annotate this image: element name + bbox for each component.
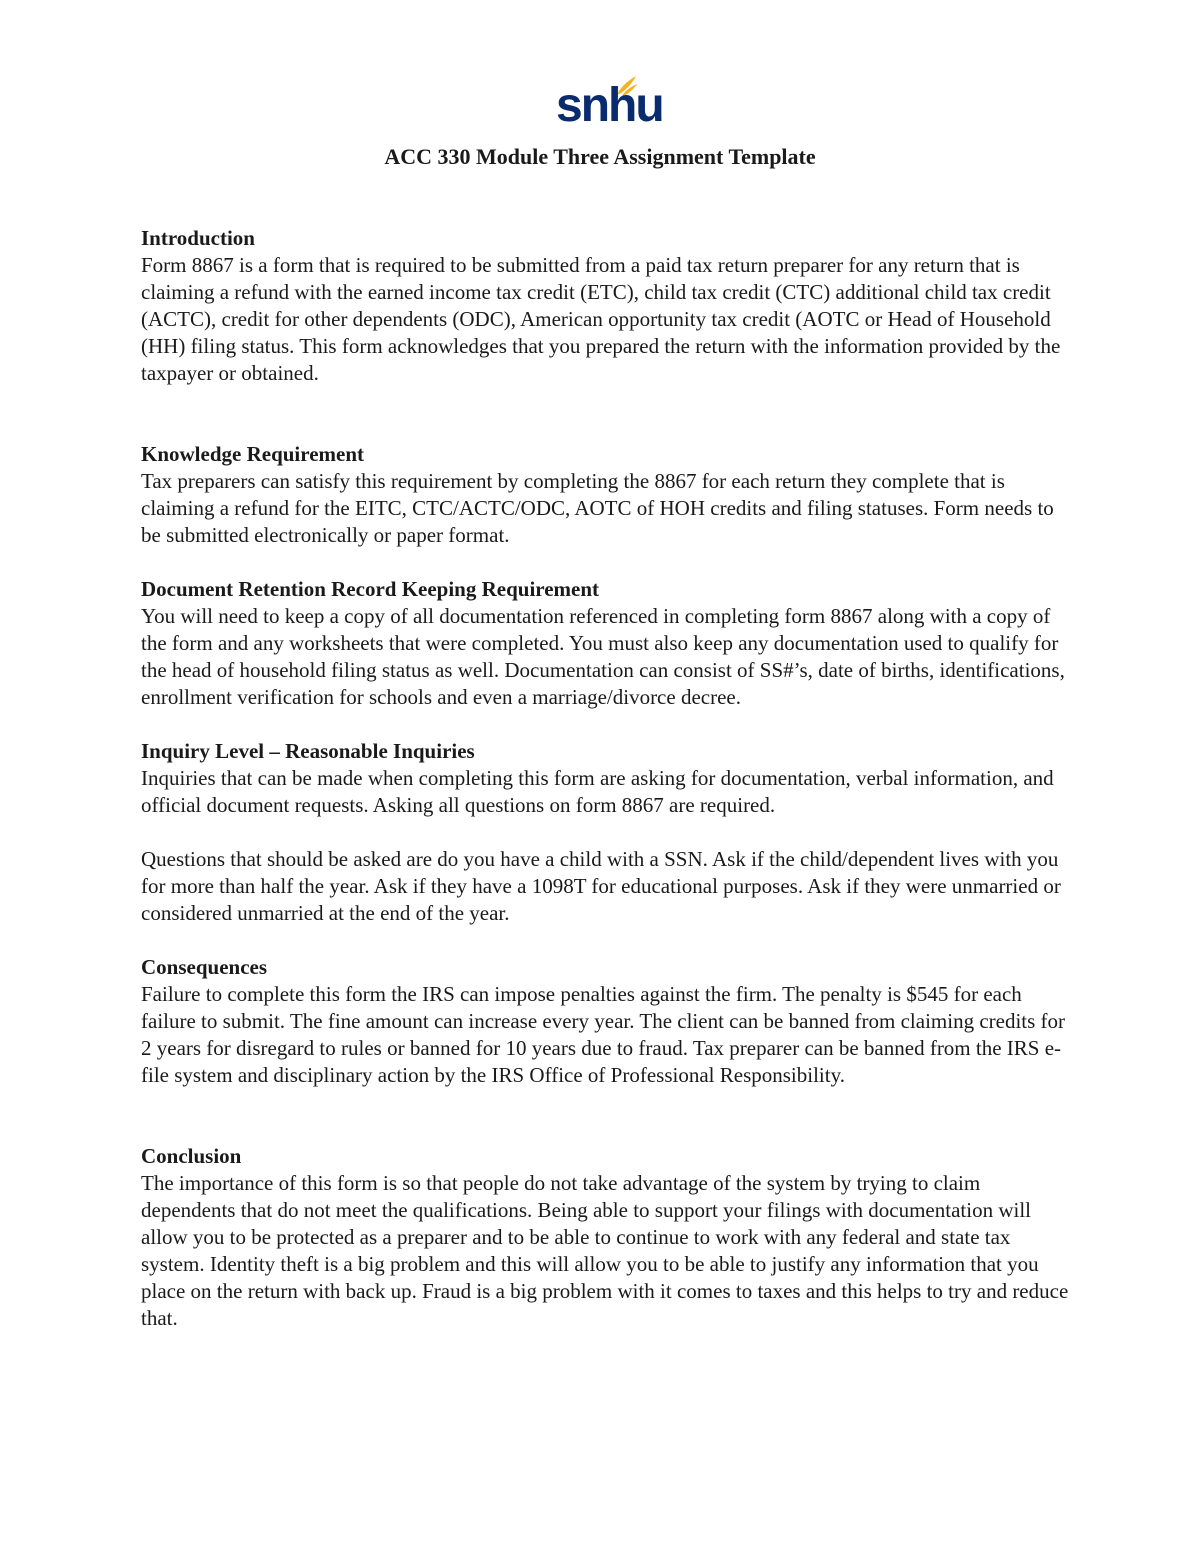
section-heading: Inquiry Level – Reasonable Inquiries (141, 739, 475, 763)
section-paragraph: Form 8867 is a form that is required to be submitted from a paid tax return preparer for any return that is claiming a refund with the earned income tax credit (ETC), child tax credit (CTC) additional child tax credit (ACTC), credit for other dependents (ODC), American opportunity tax credit (AOTC or Head of Household (HH) filing status. This form acknowledges that you prepared the return with the information provided by the taxpayer or obtained. (141, 253, 1061, 385)
section-knowledge-requirement (141, 441, 1071, 549)
document-body (141, 225, 1071, 1332)
section-paragraph: Failure to complete this form the IRS can impose penalties against the firm. The penalty is $545 for each failure to submit. The fine amount can increase every year. The client can be banned from claiming credits for 2 years for disregard to rules or banned for 10 years due to fraud. Tax preparer can be banned from the IRS e-file system and disciplinary action by the IRS Office of Professional Responsibility. (141, 982, 1066, 1087)
section-document-retention (141, 576, 1071, 711)
section-paragraph: Tax preparers can satisfy this requirement by completing the 8867 for each return they complete that is claiming a refund for the EITC, CTC/ACTC/ODC, AOTC of HOH credits and filing statuses. Form needs to be submitted electronically or paper format. (141, 469, 1054, 547)
page-title: ACC 330 Module Three Assignment Template (384, 144, 816, 169)
section-heading: Knowledge Requirement (141, 442, 365, 466)
section-paragraph: Inquiries that can be made when completing this form are asking for documentation, verbal information, and official document requests. Asking all questions on form 8867 are required. (141, 766, 1054, 817)
section-inquiry-level (141, 738, 1071, 927)
section-heading: Introduction (141, 226, 255, 250)
section-heading: Conclusion (141, 1144, 242, 1168)
section-paragraph: Questions that should be asked are do you have a child with a SSN. Ask if the child/dependent lives with you for more than half the year. Ask if they have a 1098T for educational purposes. Ask if they were unmarried or considered unmarried at the end of the year. (141, 847, 1061, 925)
section-introduction (141, 225, 1071, 387)
section-paragraph: The importance of this form is so that people do not take advantage of the system by trying to claim dependents that do not meet the qualifications. Being able to support your filings with documentation will allow you to be protected as a preparer and to be able to continue to work with any federal and state tax system. Identity theft is a big problem and this will allow you to be able to justify any information that you place on the return with back up. Fraud is a big problem with it comes to taxes and this helps to try and reduce that. (141, 1171, 1069, 1330)
logo-wordmark: snhu (556, 79, 663, 132)
section-paragraph: You will need to keep a copy of all documentation referenced in completing form 8867 along with a copy of the form and any worksheets that were completed. You must also keep any documentation used to qualify for the head of household filing status as well. Documentation can consist of SS#’s, date of births, identifications, enrollment verification for schools and even a marriage/divorce decree. (141, 604, 1065, 709)
section-conclusion (141, 1143, 1071, 1332)
section-heading: Document Retention Record Keeping Requirement (141, 577, 600, 601)
section-heading: Consequences (141, 955, 268, 979)
section-consequences (141, 954, 1071, 1089)
snhu-logo (556, 74, 663, 132)
